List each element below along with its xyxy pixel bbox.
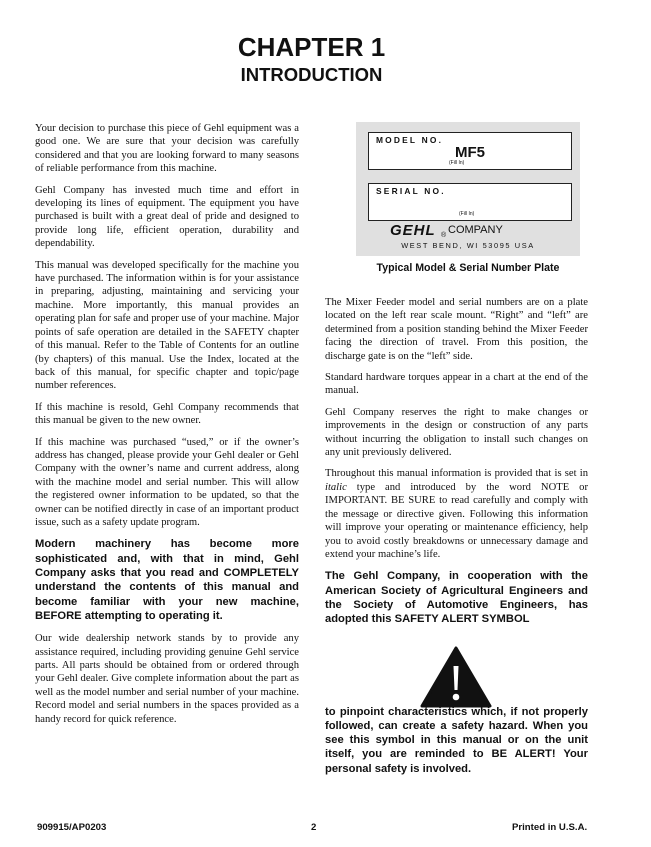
- safety-alert-icon: [420, 646, 492, 708]
- paragraph: If this machine was purchased “used,” or if the owner’s address has changed, please provide your Gehl dealer or Gehl Company with the owner’s name and current address, along with the machine model and serial number. This will allow the registered owner information to be updated, so that the owner can be notified directly in case of an important product issue, such as a safety update program.: [35, 436, 299, 528]
- fill-in-hint: (Fill In): [459, 211, 475, 217]
- company-label: COMPANY: [448, 224, 503, 236]
- paragraph: This manual was developed specifically for the machine you have purchased. The information within is for your assistance in preparing, adjusting, maintaining and servicing your machine. More importantly, this manual provides an operating plan for safe and proper use of your machine. Major points of safe operation are detailed in the SAFETY chapter of this manual. Refer to the Table of Contents for an outline (by chapters) of this manual. Use the Index, located at the back of this manual, for specific chapter and topic/page number references.: [35, 259, 299, 392]
- fill-in-hint: (Fill In): [449, 160, 465, 166]
- model-number-label: MODEL NO.: [376, 135, 444, 145]
- paragraph: If this machine is resold, Gehl Company recommends that this manual be given to the new owner.: [35, 401, 299, 427]
- bold-notice: The Gehl Company, in cooperation with the American Society of Agricultural Engineers and the Society of Automotive Engineers, has adopted this SAFETY ALERT SYMBOL: [325, 570, 588, 626]
- chapter-title: INTRODUCTION: [240, 64, 383, 85]
- paragraph: Gehl Company has invested much time and effort in developing its lines of equipment. The equipment you have purchased is built with a great deal of pride and designed to provide long life, efficient operation, durability and dependability.: [35, 184, 299, 250]
- model-number-box: [368, 132, 572, 170]
- paragraph: Gehl Company reserves the right to make changes or improvements in the design or construction of any parts without incurring the obligation to install such changes on any unit previously delivered.: [325, 406, 588, 459]
- paragraph-text: Throughout this manual information is provided that is set in: [325, 468, 588, 480]
- paragraph-text: type and introduced by the word NOTE or IMPORTANT. BE SURE to read carefully and comply with the message or directive given. Following this information will improve your operating or maintenance efficiency, help you to avoid costly breakdowns or unnecessary damage and extend your machine’s life.: [325, 481, 588, 560]
- paragraph: Standard hardware torques appear in a chart at the end of the manual.: [325, 372, 588, 397]
- bold-notice: Modern machinery has become more sophisticated and, with that in mind, Gehl Company asks that you read and COMPLETELY understand the contents of this manual and become familiar with your new machine, BEFORE attempting to operating it.: [35, 538, 299, 622]
- paragraph: [325, 467, 588, 561]
- registered-mark: ®: [441, 232, 447, 239]
- left-column: [35, 122, 299, 734]
- right-column: [325, 296, 588, 785]
- gehl-logo: GEHL: [390, 222, 436, 239]
- paragraph: Your decision to purchase this piece of Gehl equipment was a good one. We are sure that your decision was carefully considered and that you are looking forward to many seasons of reliable performance from this machine.: [35, 123, 299, 175]
- model-number-value: MF5: [455, 144, 485, 161]
- plate-caption: Typical Model & Serial Number Plate: [376, 262, 560, 274]
- page-number: 2: [311, 822, 317, 833]
- serial-number-label: SERIAL NO.: [376, 186, 446, 196]
- bold-notice: to pinpoint characteristics which, if not properly followed, can create a safety hazard. When you see this symbol in this manual or on the unit itself, you are reminded to BE ALERT! Your personal safety is involved.: [325, 705, 588, 775]
- document-number: 909915/AP0203: [37, 822, 107, 833]
- paragraph: The Mixer Feeder model and serial numbers are on a plate located on the left rear scale mount. “Right” and “left” are determined from a position standing behind the Mixer Feeder facing the direction of travel. From this position, the discharge gate is on the “left” side.: [325, 297, 588, 362]
- serial-number-box: [368, 183, 572, 221]
- company-address: WEST BEND, WI 53095 USA: [401, 241, 535, 250]
- italic-word: italic: [325, 481, 347, 493]
- chapter-heading: CHAPTER 1: [237, 32, 386, 62]
- paragraph: Our wide dealership network stands by to provide any assistance required, including providing genuine Gehl service parts. All parts should be obtained from or ordered through your Gehl dealer. Give complete information about the part as well as the model number and serial number of your machine. Record model and serial numbers in the spaces provided as a handy record for quick reference.: [35, 633, 299, 725]
- printed-note: Printed in U.S.A.: [512, 822, 588, 833]
- model-serial-plate: [356, 122, 580, 256]
